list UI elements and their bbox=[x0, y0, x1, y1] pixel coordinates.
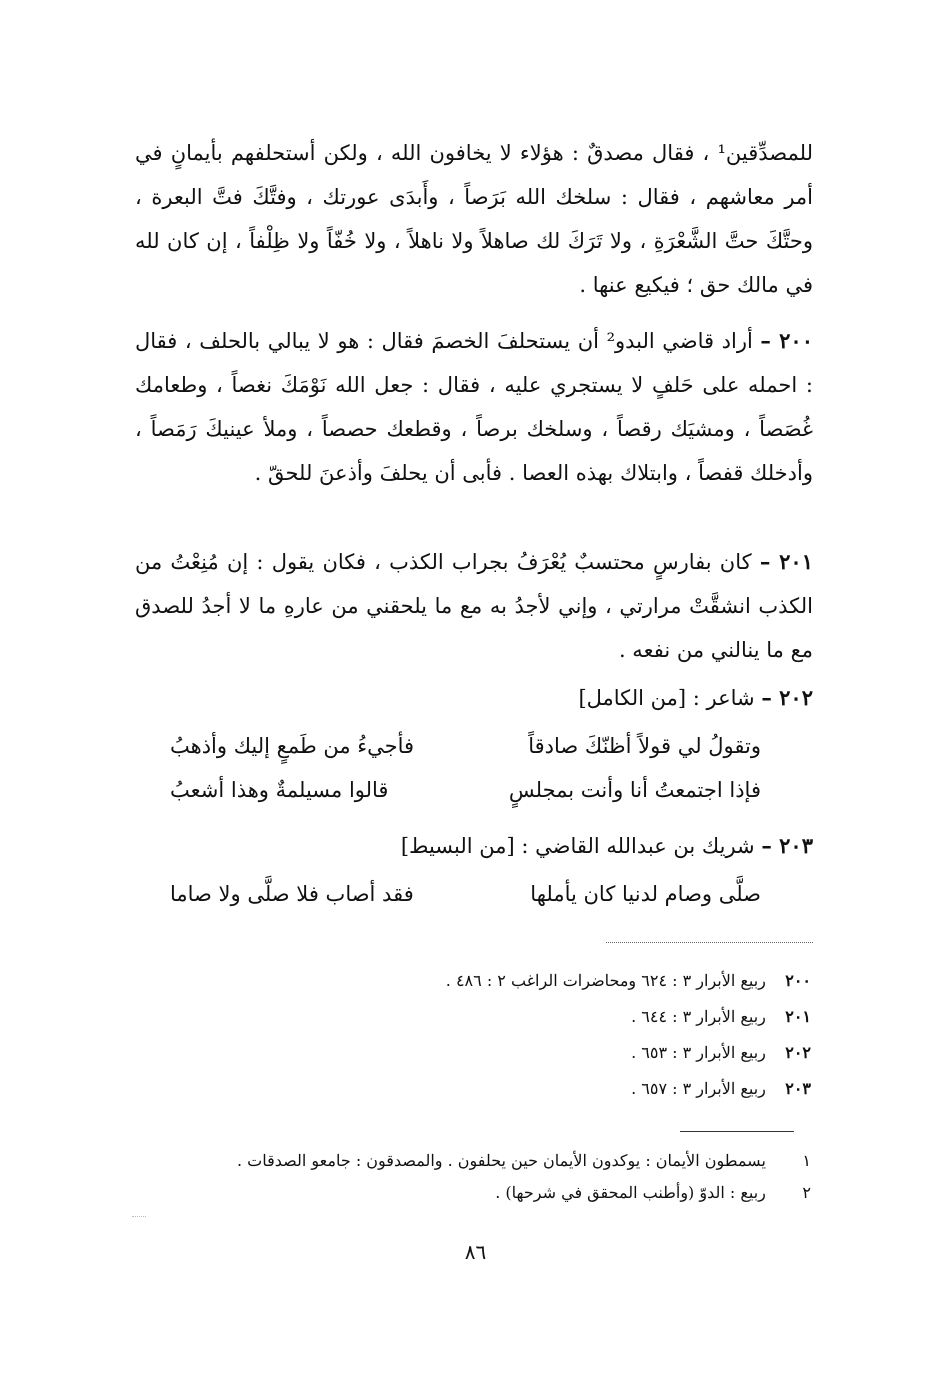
source-item bbox=[446, 1035, 811, 1071]
scan-mark bbox=[132, 1216, 146, 1217]
paragraph-text: كان بفارسٍ محتسبٌ يُعْرَفُ بجراب الكذب ، فكان يقول : إن مُنِعْتُ من الكذب انشقَّتْ مرارتي ، وإني لأجدُ به مع ما يلحقني من عارهِ ما لا أجدُ للصدق مع ما ينالني من نفعه . bbox=[135, 550, 813, 662]
footnote-text: يسمطون الأيمان : يوكدون الأيمان حين يحلفون . والمصدقون : جامعو الصدقات . bbox=[236, 1151, 766, 1170]
entry-number: ٢٠٣ – bbox=[761, 833, 813, 858]
entry-number: ٢٠٢ – bbox=[761, 685, 813, 710]
source-text: ربيع الأبرار ٣ : ٦٥٧ . bbox=[631, 1079, 766, 1098]
source-ref: ٢٠٠ bbox=[785, 971, 811, 990]
footnote-item bbox=[237, 1177, 811, 1209]
footnote-ref: ١ bbox=[802, 1151, 811, 1170]
poet-meter: شريك بن عبدالله القاضي : [من البسيط] bbox=[400, 834, 755, 858]
source-ref: ٢٠٢ bbox=[785, 1043, 811, 1062]
source-ref: ٢٠٣ bbox=[785, 1079, 811, 1098]
source-item bbox=[446, 999, 811, 1035]
paragraph-text: أراد قاضي البدو² أن يستحلفَ الخصمَ فقال : هو لا يبالي بالحلف ، فقال : احمله على حَلفٍ لا يستجري عليه ، فقال : جعل الله نَوْمَكَ نغصاً ، وطعامك غُصَصاً ، ومشيَك رقصاً ، وسلخك برصاً ، وقطعك حصصاً ، وملأ عينيكَ رَمَصاً ، وأدخلك قفصاً ، وابتلاك بهذه العصا . فأبى أن يحلفَ وأذعنَ للحقّ . bbox=[135, 329, 813, 485]
footnote-text: ربيع : الدوّ (وأطنب المحقق في شرحها) . bbox=[495, 1183, 766, 1202]
footnote-ref: ٢ bbox=[802, 1183, 811, 1202]
verse-second-hemistich: قالوا مسيلمةٌ وهذا أشعبُ bbox=[170, 778, 389, 802]
page-number: ٨٦ bbox=[464, 1240, 487, 1264]
source-ref: ٢٠١ bbox=[785, 1007, 811, 1026]
verse-second-hemistich: فأجيءُ من طَمعٍ إليك وأذهبُ bbox=[170, 734, 415, 758]
paragraph-200 bbox=[135, 319, 813, 495]
verse-first-hemistich: وتقولُ لي قولاً أظنّكَ صادقاً bbox=[528, 734, 761, 758]
entry-203-heading bbox=[401, 826, 813, 866]
poet-meter: شاعر : [من الكامل] bbox=[578, 686, 755, 710]
entry-number: ٢٠١ – bbox=[759, 549, 813, 574]
entry-202-heading bbox=[578, 678, 813, 718]
footnotes-divider bbox=[680, 1131, 794, 1132]
sources-list bbox=[446, 963, 811, 1107]
footnote-item bbox=[237, 1145, 811, 1177]
source-text: ربيع الأبرار ٣ : ٦٢٤ ومحاضرات الراغب ٢ : ٤٨٦ . bbox=[445, 971, 766, 990]
entry-number: ٢٠٠ – bbox=[760, 328, 813, 353]
paragraph-199-continuation bbox=[135, 131, 813, 307]
sources-divider bbox=[606, 942, 813, 943]
source-item bbox=[446, 1071, 811, 1107]
paragraph-201 bbox=[135, 540, 813, 672]
verse-first-hemistich: صلَّى وصام لدنيا كان يأملها bbox=[530, 882, 761, 906]
verse-second-hemistich: فقد أصاب فلا صلَّى ولا صاما bbox=[170, 882, 414, 906]
source-item bbox=[446, 963, 811, 999]
footnotes-list bbox=[237, 1145, 811, 1209]
source-text: ربيع الأبرار ٣ : ٦٥٣ . bbox=[631, 1043, 766, 1062]
source-text: ربيع الأبرار ٣ : ٦٤٤ . bbox=[631, 1007, 766, 1026]
verse-first-hemistich: فإذا اجتمعتُ أنا وأنت بمجلسٍ bbox=[508, 778, 761, 802]
paragraph-text: للمصدِّقين¹ ، فقال مصدقٌ : هؤلاء لا يخافون الله ، ولكن أستحلفهم بأيمانٍ في أمر معاشهم ، فقال : سلخك الله بَرَصاً ، وأَبدَى عورتك ، وفتَّكَ فتَّ البعرة ، وحتَّكَ حتَّ الشَّعْرَةِ ، ولا تَرَكَ لك صاهلاً ولا ناهلاً ، ولا خُفّاً ولا ظِلْفاً ، إن كان لله في مالك حق ؛ فيكيع عنها . bbox=[135, 141, 813, 297]
